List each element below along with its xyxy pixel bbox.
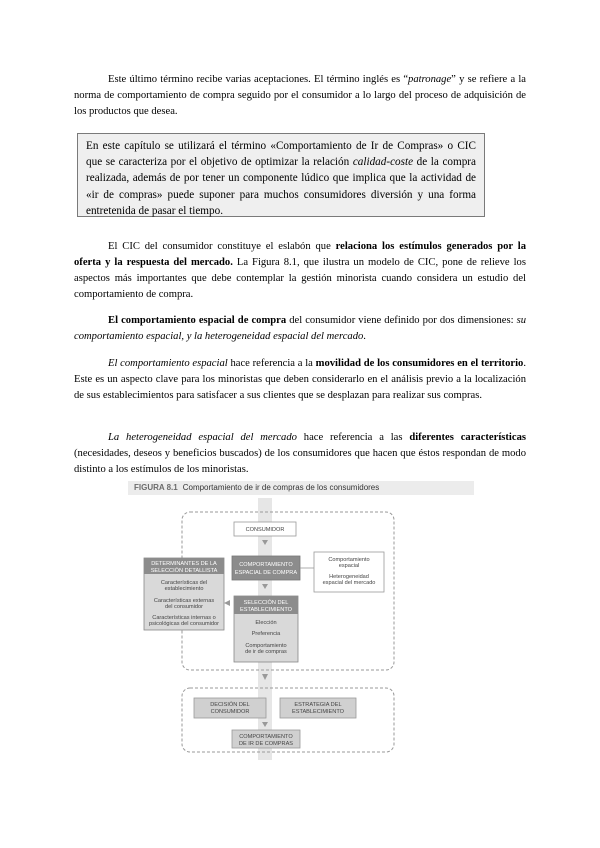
p4-text-a: hace referencia a la	[227, 358, 316, 369]
figure-diagram	[138, 498, 438, 760]
p2-text-a: El CIC del consumidor constituye el eslabón que	[108, 241, 336, 252]
det-b-2: del consumidor	[165, 604, 203, 610]
p1-text-before: Este último término recibe varias aceptaciones. El término inglés es “	[108, 74, 409, 85]
label-decision-1: DECISIÓN DEL	[210, 702, 250, 708]
box-comportamiento-espacial	[232, 556, 300, 580]
label-comp-esp-2: ESPACIAL DE COMPRA	[234, 570, 298, 576]
p3-emphasis: su comportamiento espacial, y la heterogeneidad espacial del mercado	[74, 315, 526, 342]
right-b-2: espacial del mercado	[322, 580, 376, 586]
figure-caption	[128, 481, 474, 495]
det-c-2: psicológicas del consumidor	[149, 621, 219, 627]
p5-text-a: hace referencia a las	[296, 432, 410, 443]
definition-box	[77, 133, 485, 217]
p3-text-b: .	[363, 331, 366, 342]
label-estrategia-2: ESTABLECIMIENTO	[291, 709, 345, 715]
paragraph-comportamiento-espacial-compra	[74, 313, 526, 345]
sel-c-2: de ir de compras	[245, 649, 287, 655]
p5-bold: diferentes características	[409, 432, 526, 443]
sel-c-1: Comportamiento	[245, 643, 287, 649]
paragraph-cic	[74, 239, 526, 303]
p4-text-b: . Este es un aspecto clave para los minoristas que deben considerarlo en el análisis previo a la localización de sus establecimientos para satisfacer a sus clientes que se desplazan para realizar sus compras.	[74, 358, 526, 401]
figure-label: FIGURA 8.1	[134, 483, 178, 492]
p3-text-a: del consumidor viene definido por dos dimensiones:	[286, 315, 517, 326]
p3-bold: El comportamiento espacial de compra	[108, 315, 287, 326]
arrow-det	[224, 600, 230, 606]
box-decision	[194, 698, 266, 718]
label-seleccion-2: ESTABLECIMIENTO	[239, 607, 293, 613]
label-final-1: COMPORTAMIENTO	[239, 734, 293, 740]
det-c-1: Características internas o	[152, 615, 216, 621]
label-comp-esp-1: COMPORTAMIENTO	[239, 562, 293, 568]
label-determinantes-2: SELECCIÓN DETALLISTA	[150, 568, 218, 574]
p1-term: patronage	[408, 74, 452, 85]
p4-emphasis: El comportamiento espacial	[108, 358, 228, 369]
det-b-1: Características externas	[153, 598, 215, 604]
sel-b: Preferencia	[251, 631, 281, 637]
box-estrategia	[280, 698, 356, 718]
right-b-1: Heterogeneidad	[329, 574, 369, 580]
figure-title: Comportamiento de ir de compras de los consumidores	[182, 483, 380, 492]
label-estrategia-1: ESTRATEGIA DEL	[294, 702, 342, 708]
sel-a: Elección	[255, 620, 277, 626]
label-seleccion-1: SELECCIÓN DEL	[243, 600, 289, 606]
label-consumidor: CONSUMIDOR	[245, 527, 285, 533]
quote-emphasis: calidad-coste	[352, 156, 414, 169]
p2-text-b: La Figura 8.1, que ilustra un modelo de CIC, pone de relieve los aspectos más importantes que debe contemplar la gestión minorista cuando considera un estudio del comportamiento de compra.	[74, 257, 526, 300]
label-determinantes-1: DETERMINANTES DE LA	[151, 561, 217, 567]
p5-emphasis: La heterogeneidad espacial del mercado	[108, 432, 297, 443]
p5-text-b: (necesidades, deseos y beneficios buscados) de los consumidores que hacen que éstos respondan de modo distinto a los estímulos de los minoristas.	[74, 448, 526, 475]
p1-text-after: ” y se refiere a la norma de comportamiento de compra seguido por el consumidor a lo largo del proceso de adquisición de los productos que desea.	[74, 74, 526, 117]
p2-bold: relaciona los estímulos generados por la oferta y la respuesta del mercado.	[74, 241, 526, 268]
paragraph-heterogeneidad	[74, 430, 526, 478]
right-a-1: Comportamiento	[328, 557, 370, 563]
diagram-svg	[138, 498, 438, 760]
p4-bold: movilidad de los consumidores en el territorio	[315, 358, 524, 369]
label-final-2: DE IR DE COMPRAS	[238, 741, 294, 747]
paragraph-patronage	[74, 72, 526, 120]
quote-text-b: de la compra realizada, además de por tener un componente lúdico que implica que la actividad de «ir de compras» puede suponer para muchos consumidores diversión y una forma entretenida de pasar el tiempo.	[86, 156, 476, 217]
det-a-2: establecimiento	[164, 586, 204, 592]
label-decision-2: CONSUMIDOR	[210, 709, 250, 715]
right-a-2: espacial	[338, 563, 360, 569]
det-a-1: Características del	[160, 580, 208, 586]
quote-text-a: En este capítulo se utilizará el término «Comportamiento de Ir de Compras» o CIC que se caracteriza por el objetivo de optimizar la relación	[86, 140, 476, 169]
paragraph-comportamiento-espacial	[74, 356, 526, 404]
